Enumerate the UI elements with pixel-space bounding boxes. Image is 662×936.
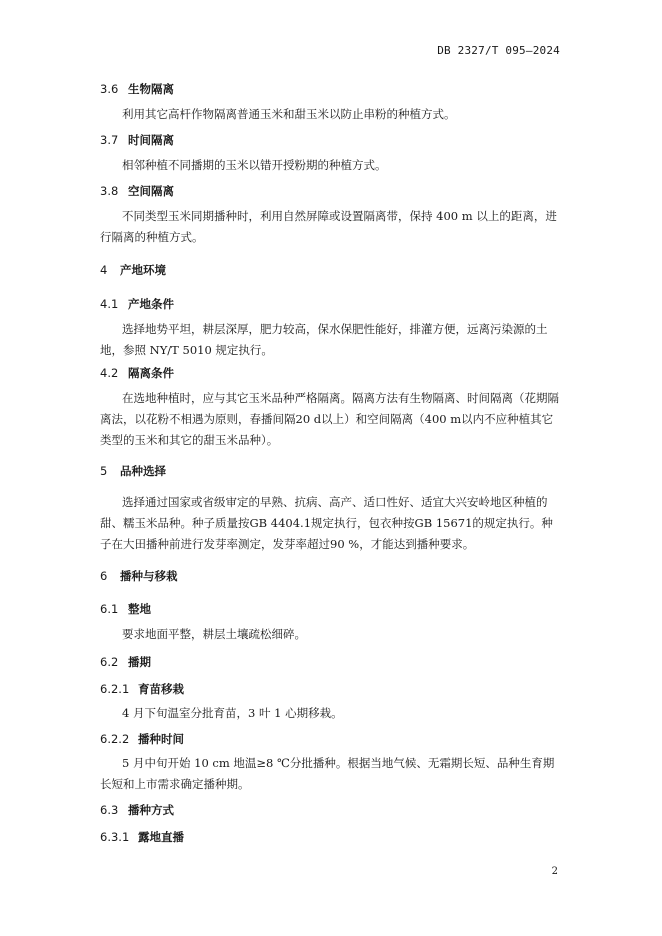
heading-number: 3.6 xyxy=(100,82,119,96)
heading-title: 播期 xyxy=(128,655,151,669)
paragraph-4-1: 选择地势平坦，耕层深厚，肥力较高，保水保肥性能好，排灌方便，远离污染源的土地，参照 NY/T 5010 规定执行。 xyxy=(100,322,548,357)
heading-title: 整地 xyxy=(128,602,151,616)
paragraph-3-8: 不同类型玉米同期播种时，利用自然屏障或设置隔离带，保持 400 m 以上的距离，进行隔离的种植方式。 xyxy=(100,209,557,244)
page-number: 2 xyxy=(551,866,558,877)
paragraph-6-2-1: 4 月下旬温室分批育苗，3 叶 1 心期移栽。 xyxy=(122,706,343,720)
heading-3-7 xyxy=(100,132,174,148)
heading-number: 6.3.1 xyxy=(100,830,130,844)
heading-title: 隔离条件 xyxy=(128,366,174,380)
heading-title: 露地直播 xyxy=(138,830,184,844)
heading-title: 产地环境 xyxy=(120,263,166,277)
heading-5 xyxy=(100,463,166,479)
paragraph-4-2: 在选地种植时，应与其它玉米品种严格隔离。隔离方法有生物隔离、时间隔离（花期隔离法，以花粉不相遇为原则，春播间隔20 d以上）和空间隔离（400 m以内不应种植其它类型的玉米和其它的甜玉米品种）。 xyxy=(100,391,559,447)
heading-number: 4 xyxy=(100,263,108,277)
heading-number: 6.2.2 xyxy=(100,732,130,746)
heading-number: 6.3 xyxy=(100,803,119,817)
heading-number: 6.1 xyxy=(100,602,119,616)
heading-number: 6.2 xyxy=(100,655,119,669)
heading-6-3 xyxy=(100,802,174,818)
paragraph-6-1: 要求地面平整，耕层土壤疏松细碎。 xyxy=(122,627,306,641)
heading-number: 4.2 xyxy=(100,366,119,380)
heading-number: 3.8 xyxy=(100,184,119,198)
heading-title: 生物隔离 xyxy=(128,82,174,96)
heading-number: 3.7 xyxy=(100,133,119,147)
heading-6-1 xyxy=(100,601,151,617)
heading-6-2 xyxy=(100,654,151,670)
paragraph-5: 选择通过国家或省级审定的早熟、抗病、高产、适口性好、适宜大兴安岭地区种植的甜、糯玉米品种。种子质量按GB 4404.1规定执行，包衣种按GB 15671的规定执行。种子在大田播种前进行发芽率测定，发芽率超过90 %，才能达到播种要求。 xyxy=(100,495,553,551)
heading-6-3-1 xyxy=(100,829,184,845)
heading-4-1 xyxy=(100,296,174,312)
heading-4-2 xyxy=(100,365,174,381)
heading-3-6 xyxy=(100,81,174,97)
heading-number: 6.2.1 xyxy=(100,682,130,696)
heading-title: 品种选择 xyxy=(120,464,166,478)
heading-number: 6 xyxy=(100,569,108,583)
paragraph-6-2-2: 5 月中旬开始 10 cm 地温≥8 ℃分批播种。根据当地气候、无霜期长短、品种生育期长短和上市需求确定播种期。 xyxy=(100,756,555,791)
heading-4 xyxy=(100,262,166,278)
heading-6-2-2 xyxy=(100,731,184,747)
heading-3-8 xyxy=(100,183,174,199)
paragraph-3-6: 利用其它高杆作物隔离普通玉米和甜玉米以防止串粉的种植方式。 xyxy=(122,107,456,121)
document-code: DB 2327/T 095—2024 xyxy=(437,44,560,57)
heading-title: 播种方式 xyxy=(128,803,174,817)
heading-6 xyxy=(100,568,178,584)
heading-title: 时间隔离 xyxy=(128,133,174,147)
heading-title: 空间隔离 xyxy=(128,184,174,198)
heading-number: 4.1 xyxy=(100,297,119,311)
heading-title: 育苗移栽 xyxy=(138,682,184,696)
heading-title: 播种时间 xyxy=(138,732,184,746)
heading-title: 播种与移栽 xyxy=(120,569,178,583)
heading-6-2-1 xyxy=(100,681,184,697)
paragraph-3-7: 相邻种植不同播期的玉米以错开授粉期的种植方式。 xyxy=(122,158,387,172)
heading-title: 产地条件 xyxy=(128,297,174,311)
heading-number: 5 xyxy=(100,464,108,478)
